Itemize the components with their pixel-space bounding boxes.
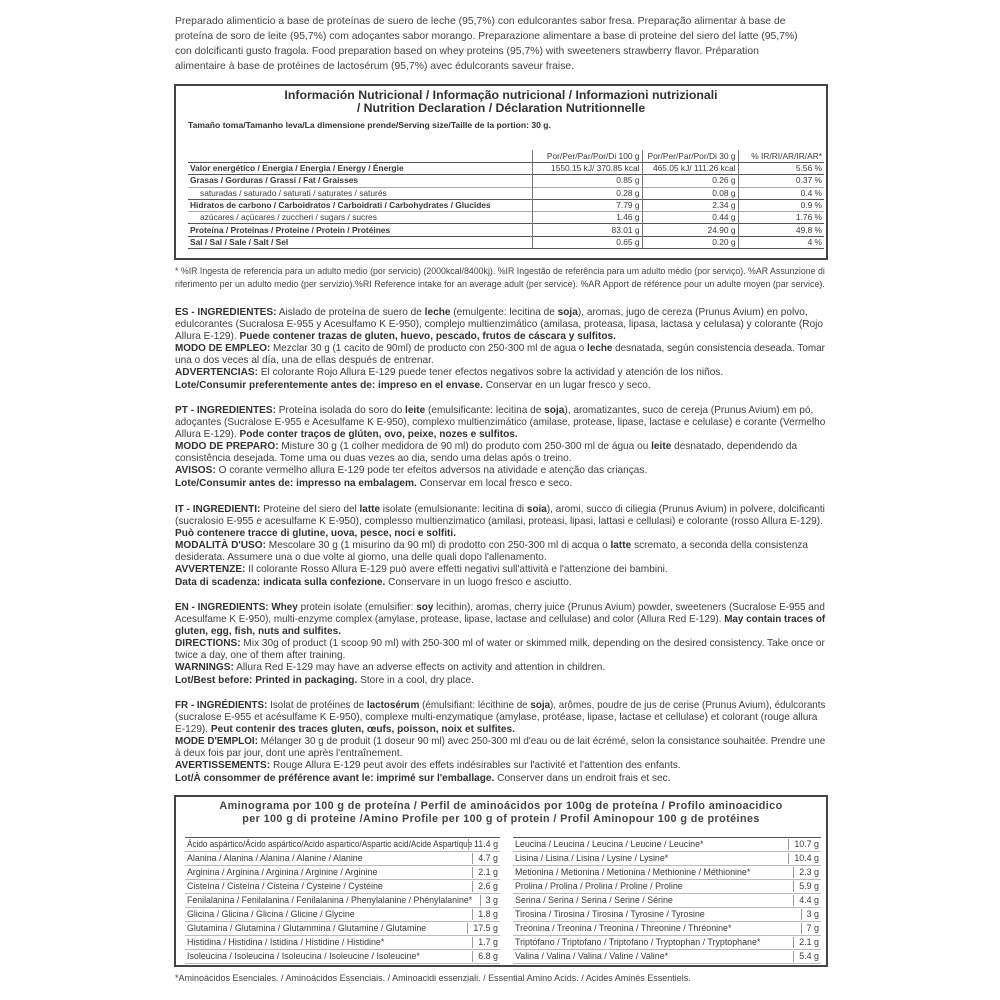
amino-name: Cisteína / Cisteína / Cisteina / Cysteine / Cystéine [187, 881, 383, 891]
nutrition-table [188, 150, 824, 249]
description-line: con dolcificanti gusto fragola. Food preparation based on whey proteins (95,7%) with sweeteners strawberry flavor. Préparation [175, 46, 759, 57]
nutrition-row-sugars: azúcares / açúcares / zuccheri / sugars / sucres 1.46 g 0.44 g 1.76 % [188, 212, 824, 224]
amino-name: Valina / Valina / Valina / Valine / Valine* [515, 951, 669, 961]
nutrition-header-row [188, 150, 824, 163]
ingredient-line: Lote/Consumir antes de: impresso na embalagem. Conservar em local fresco e seco. [175, 477, 573, 489]
amino-row [185, 894, 500, 908]
ingredients-en [175, 602, 827, 687]
amino-title: Aminograma por 100 g de proteína / Perfil de aminoácidos por 100g de proteína / Profilo aminoacidico per 100 g di proteine /Amino Profile per 100 g of protein / Profil Aminopour 100 g de protéines [219, 800, 783, 825]
amino-value: 4.4 g [799, 895, 819, 905]
amino-row [185, 950, 500, 964]
amino-value: 5.9 g [799, 881, 819, 891]
amino-value: 17.5 g [473, 923, 498, 933]
amino-row [513, 908, 821, 922]
amino-name: Metionina / Metionina / Metionina / Methionine / Méthionine* [515, 867, 751, 877]
ingredient-line: Allura E-129). Pode conter traços de glúten, ovo, peixe, nozes e sulfitos. [175, 429, 518, 441]
amino-row [185, 880, 500, 894]
ingredient-line: desiderata. Assumere una o due volte al giorno, una delle quali dopo l'allenamento. [175, 552, 547, 564]
ingredient-line: MODALITÀ D'USO: Mescolare 30 g (1 misurino da 90 ml) di prodotto con 250-300 ml di acqua o latte scremato, a seconda della consistenza [175, 540, 809, 552]
amino-name: Tirosina / Tirosina / Tirosina / Tyrosine / Tyrosine [515, 909, 705, 919]
amino-name: Histidina / Histidina / Istidina / Histidine / Histidine* [187, 937, 385, 947]
amino-value: 1.7 g [478, 937, 498, 947]
amino-value: 7 g [806, 923, 819, 933]
ingredient-line: adoçantes (Sucralose E-955 e Acesulfame K E-950), complexo multienzimático (amilase, protease, lipase, lactase e celulase) e corante (Vermelho [175, 417, 826, 429]
ingredient-line: AVISOS: O corante vermelho allura E-129 pode ter efeitos adversos na atividade e atenção das crianças. [175, 465, 648, 477]
amino-row [513, 866, 821, 880]
nutrition-row-saturates: saturadas / saturado / saturati / saturates / saturés 0.28 g 0.08 g 0.4 % [188, 187, 824, 199]
ingredient-line: WARNINGS: Allura Red E-129 may have an adverse effects on activity and attention in children. [175, 662, 606, 674]
amino-value: 10.7 g [794, 839, 819, 849]
amino-name: Treonina / Treonina / Treonina / Threonine / Thréonine* [515, 923, 732, 933]
amino-name: Glicina / Glicina / Glicina / Glicine / Glycine [187, 909, 355, 919]
amino-row [513, 837, 821, 852]
amino-column-left [185, 837, 500, 964]
ingredient-line: à deux fois par jour, dont une après l'entraînement. [175, 748, 403, 760]
amino-row [513, 922, 821, 936]
nutrition-title: Información Nutricional / Informação nutricional / Informazioni nutrizionali / Nutrition Declaration / Déclaration Nutritionnelle [284, 88, 718, 115]
amino-row [185, 852, 500, 866]
ingredient-line: AVERTISSEMENTS: Rouge Allura E-129 peut avoir des effets indésirables sur l'activité et l'attention des enfants. [175, 760, 681, 772]
amino-row [513, 880, 821, 894]
description-line: proteína de soro de leite (95,7%) com adoçantes sabor morango. Preparazione alimentare a base di proteine del siero del latte (95,7%) [175, 31, 798, 42]
amino-name: Alanina / Alanina / Alanina / Alanine / Alanine [187, 853, 363, 863]
col-per-100g: Por/Per/Par/Por/Di 100 g [532, 150, 642, 163]
amino-row [185, 866, 500, 880]
ingredient-line: ES - INGREDIENTES: Aislado de proteína de suero de leche (emulgente: lecitina de soja), aromas, jugo de cereza (Prunus Avium) en polvo, [175, 307, 808, 318]
amino-row [513, 852, 821, 866]
amino-name: Glutamina / Glutamina / Glutammina / Glutamine / Glutamine [187, 923, 427, 933]
nutrition-footnote: * %IR Ingesta de referencia para un adulto medio (por servicio) (2000kcal/8400kj). %IR Ingestão de referência para um adulto médio (por serviço). %AR Assunzione di riferimento per un adulto medio (per servizio).%RI Reference intake for an average adult (per service). %AR Apport de référence pour un adulte moyen (par service). [175, 266, 825, 289]
amino-footnote: *Aminoácidos Esenciales. / Aminoácidos Essenciais. / Aminoacidi essenziali. / Essential Amino Acids. / Acides Aminés Essentiels. [175, 973, 691, 983]
amino-value: 10.4 g [794, 853, 819, 863]
ingredient-line: EN - INGREDIENTS: Whey protein isolate (emulsifier: soy lecithin), aromas, cherry juice (Prunus Avium) powder, sweeteners (Sucralose E-955 and [175, 602, 825, 613]
ingredient-line: MODO DE EMPLEO: Mezclar 30 g (1 cacito de 90ml) de producto con 250-300 ml de agua o leche desnatada, según consistencia deseada. Tomar [175, 343, 825, 355]
col-ri: % IR/RI/AR/IR/AR* [738, 150, 824, 163]
amino-row [185, 922, 500, 936]
amino-name: Serina / Serina / Serina / Serine / Sérine [515, 895, 673, 905]
amino-value: 2.6 g [478, 881, 498, 891]
amino-value: 5.4 g [799, 951, 819, 961]
ingredient-line: FR - INGRÉDIENTS: Isolat de protéines de lactosérum (émulsifiant: lécithine de soja), arômes, poudre de jus de cerise (Prunus Avium), édulcorants [175, 700, 826, 711]
amino-name: Triptófano / Triptofano / Triptofano / Tryptophan / Tryptophane* [515, 937, 761, 947]
ingredients-it [175, 504, 827, 589]
ingredient-line: E-129). Peut contenir des traces gluten, œufs, poisson, noix et sulfites. [175, 724, 515, 736]
ingredient-line: ADVERTENCIAS: El colorante Rojo Allura E-129 puede tener efectos negativos sobre la actividad y atención de los niños. [175, 367, 724, 379]
ingredient-line: una o dos veces al día, una de ellas después de entrenar. [175, 355, 434, 367]
amino-name: Lisina / Lisina / Lisina / Lysine / Lysine* [515, 853, 669, 863]
ingredients-pt [175, 405, 827, 490]
ingredient-line: IT - INGREDIENTI: Proteine del siero del latte isolate (emulsionante: lecitina di soia), aromi, succo di ciliegia (Prunus Avium) in polvere, dolcificanti [175, 504, 825, 515]
amino-value: 11.4 g [473, 839, 498, 849]
ingredient-line: Allura E-129). Puede contener trazas de gluten, huevo, pescado, frutos de cáscara y sulfitos. [175, 331, 616, 343]
ingredient-line: consistência desejada. Tome uma ou duas vezes ao dia, sendo uma delas após o treino. [175, 453, 572, 465]
amino-value: 4.7 g [478, 853, 498, 863]
amino-name: Prolina / Prolina / Prolina / Proline / Proline [515, 881, 683, 891]
ingredient-line: Lot/À consommer de préférence avant le: imprimé sur l'emballage. Conserver dans un endroit frais et sec. [175, 772, 671, 784]
amino-value: 2.3 g [799, 867, 819, 877]
col-per-30g: Por/Per/Par/Por/Di 30 g [642, 150, 738, 163]
amino-row [513, 894, 821, 908]
ingredient-line: (sucralose E-955 et acésulfame K E-950), complexe multi-enzymatique (amylase, protéase, lipase, lactase et cellulase) et colorant (rouge allura [175, 712, 818, 724]
nutrition-row-salt: Sal / Sal / Sale / Salt / Sel 0.65 g 0.20 g 4 % [190, 236, 822, 247]
ingredient-line: Data di scadenza: indicata sulla confezione. Conservare in un luogo fresco e asciutto. [175, 576, 572, 588]
amino-row [185, 837, 500, 852]
amino-row [513, 936, 821, 950]
ingredients-fr [175, 700, 827, 785]
amino-row [185, 908, 500, 922]
ingredient-line: Acesulfame K E-950), multi-enzyme complex (amylase, protease, lipase, lactase and cellulase) and color (Allura Red E-129). May contain traces of [175, 614, 826, 626]
description-line: alimentaire à base de protéines de lactosérum (95,7%) avec édulcorants saveur fraise. [175, 61, 575, 72]
ingredient-line: (sucralosio E-955 e acesulfame K E-950), complesso multienzimatico (amilasi, proteasi, lipasi, lattasi e cellulasi) e colorante (rosso Allura E-129). [175, 516, 823, 528]
ingredient-line: Lot/Best before: Printed in packaging. Store in a cool, dry place. [175, 674, 474, 686]
ingredient-line: DIRECTIONS: Mix 30g of product (1 scoop 90 ml) with 250-300 ml of water or skimmed milk, depending on the desired consistency. Take once or [175, 638, 825, 650]
nutrition-row-fat: Grasas / Gorduras / Grassi / Fat / Graisses 0.85 g 0.26 g 0.37 % [190, 175, 822, 186]
amino-value: 1.8 g [478, 909, 498, 919]
nutrition-row-protein: Proteína / Proteínas / Proteine / Protein / Protéines 83.01 g 24.90 g 49.8 % [190, 224, 822, 235]
amino-value: 6.8 g [478, 951, 498, 961]
amino-name: Ácido aspártico/Ácido aspártico/Acido aspartico/Aspartic acid/Acide Aspartique [187, 839, 473, 849]
ingredient-line: twice a day, one of them after training. [175, 650, 346, 662]
ingredient-line: MODE D'EMPLOI: Mélanger 30 g de produit (1 doseur 90 ml) avec 250-300 ml d'eau ou de lait écrémé, selon la consistance souhaitée. Prendre une [175, 736, 826, 748]
ingredient-line: Può contenere tracce di glutine, uova, pesce, noci e solfiti. [175, 528, 457, 540]
amino-value: 3 g [485, 895, 498, 905]
amino-name: Arginina / Arginina / Arginina / Arginine / Arginine [187, 867, 378, 877]
ingredient-line: edulcorantes (Sucralosa E-955 y Acesulfamo K E-950), complejo multienzimático (amilasa, proteasa, lipasa, lactasa y celulasa) y colorante (Rojo [175, 319, 823, 331]
ingredient-line: PT - INGREDIENTES: Proteína isolada do soro do leite (emulsificante: lecitina de soja), aromatizantes, suco de cereja (Prunus Avium) em pó, [175, 405, 814, 416]
amino-name: Fenilalanina / Fenilalanina / Fenilalanina / Phenylalanine / Phénylalanine* [187, 895, 473, 905]
ingredient-line: Lote/Consumir preferentemente antes de: impreso en el envase. Conservar en un lugar fresco y seco. [175, 379, 651, 391]
amino-value: 2.1 g [799, 937, 819, 947]
amino-value: 2.1 g [478, 867, 498, 877]
amino-row [513, 950, 821, 964]
nutrition-panel [174, 84, 828, 260]
amino-column-right [513, 837, 821, 964]
description-line: Preparado alimenticio a base de proteínas de suero de leche (95,7%) con edulcorantes sabor fresa. Preparação alimentar à base de [175, 16, 786, 27]
ingredient-line: AVVERTENZE: Il colorante Rosso Allura E-129 può avere effetti negativi sull'attività e l'attenzione dei bambini. [175, 564, 668, 576]
ingredient-line: gluten, egg, fish, nuts and sulfites. [175, 626, 341, 638]
amino-value: 3 g [806, 909, 819, 919]
product-description [175, 14, 827, 74]
ingredients-es [175, 307, 827, 392]
nutrition-row-energy: Valor energético / Energia / Energia / Energy / Énergie 1550.15 kJ/ 370.85 kcal 465.05 kJ/ 111.26 kcal 5.56 % [190, 163, 822, 174]
amino-name: Leucina / Leucina / Leucina / Leucine / Leucine* [515, 839, 704, 849]
amino-name: Isoleucina / Isoleucina / Isoleucina / Isoleucine / Isoleucine* [187, 951, 420, 961]
serving-size: Tamaño toma/Tamanho leva/La dimensione prende/Serving size/Taille de la portion: 30 g. [188, 120, 551, 130]
amino-row [185, 936, 500, 950]
amino-profile-panel [174, 795, 828, 967]
nutrition-row-carbohydrates: Hidratos de carbono / Carboidratos / Carboidrati / Carbohydrates / Glucides 7.79 g 2.34 g 0.9 % [190, 200, 822, 211]
ingredient-line: MODO DE PREPARO: Misture 30 g (1 colher medidora de 90 ml) do produto com 250-300 ml de água ou leite desnatado, dependendo da [175, 441, 798, 453]
